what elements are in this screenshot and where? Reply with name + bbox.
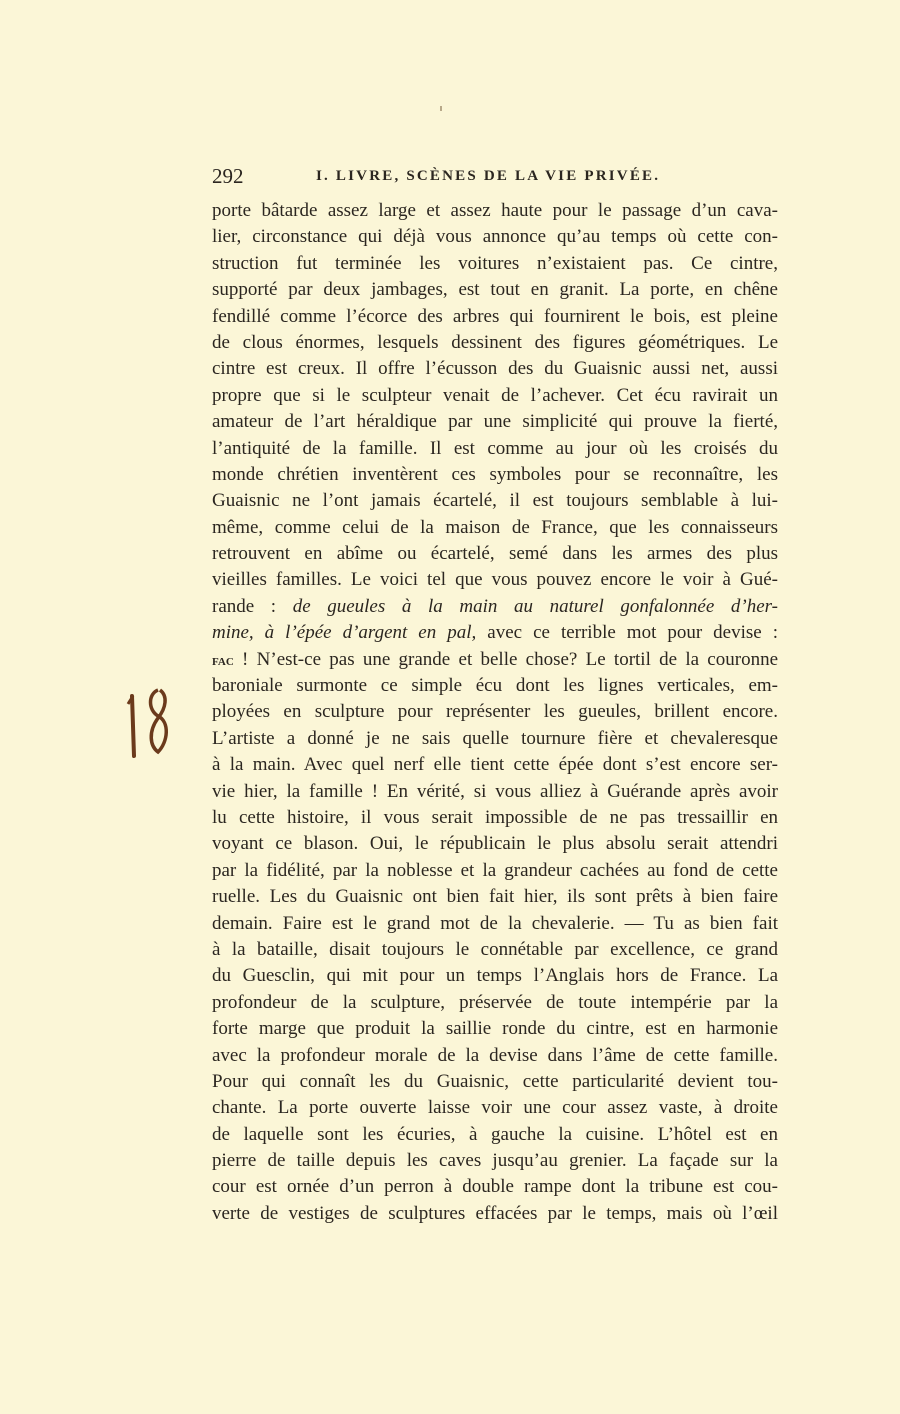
- text-line: [212, 409, 778, 435]
- text-segment: profondeur de la sculpture, préservée de toute intempérie par la: [212, 991, 778, 1013]
- text-line: [212, 1148, 778, 1174]
- text-line: [212, 383, 778, 409]
- text-segment: ! N’est-ce pas une grande et belle chose? Le tortil de la couronne: [233, 648, 778, 670]
- small-caps-text: fac: [212, 652, 234, 669]
- text-line: [212, 963, 778, 989]
- text-segment: lier, circonstance qui déjà vous annonce qu’au temps où cette con-: [212, 226, 778, 248]
- text-segment: lu cette histoire, il vous serait impossible de ne pas tressaillir en: [212, 806, 778, 828]
- text-segment: verte de vestiges de sculptures effacées par le temps, mais où l’œil: [212, 1202, 778, 1224]
- text-segment: cintre est creux. Il offre l’écusson des du Guaisnic aussi net, aussi: [212, 358, 778, 380]
- text-segment: ruelle. Les du Guaisnic ont bien fait hier, ils sont prêts à bien faire: [212, 886, 778, 908]
- handwritten-margin-note: [118, 676, 178, 771]
- text-segment: vie hier, la famille ! En vérité, si vous alliez à Guérande après avoir: [212, 780, 778, 802]
- text-segment: par la fidélité, par la noblesse et la grandeur cachées au fond de cette: [212, 859, 778, 881]
- text-line: [212, 488, 778, 514]
- text-line: [212, 277, 778, 303]
- text-segment: avec la profondeur morale de la devise dans l’âme de cette famille.: [212, 1044, 778, 1066]
- text-segment: baroniale surmonte ce simple écu dont les lignes verticales, em-: [212, 675, 778, 697]
- text-line: [212, 224, 778, 250]
- text-line: [212, 911, 778, 937]
- text-segment: à la bataille, disait toujours le connétable par excellence, ce grand: [212, 938, 778, 960]
- text-line: [212, 356, 778, 382]
- text-line: [212, 1069, 778, 1095]
- text-segment: du Guesclin, qui mit pour un temps l’Anglais hors de France. La: [212, 965, 778, 987]
- text-segment: Guaisnic ne l’ont jamais écartelé, il est toujours semblable à lui-: [212, 490, 778, 512]
- text-segment: de clous énormes, lesquels dessinent des figures géométriques. Le: [212, 331, 778, 353]
- text-line: [212, 805, 778, 831]
- text-segment: Pour qui connaît les du Guaisnic, cette particularité devient tou-: [212, 1070, 778, 1092]
- text-segment: supporté par deux jambages, est tout en granit. La porte, en chêne: [212, 279, 778, 301]
- text-segment: même, comme celui de la maison de France, que les connaisseurs: [212, 516, 778, 538]
- text-segment: pierre de taille depuis les caves jusqu’au grenier. La façade sur la: [212, 1150, 778, 1172]
- text-segment: chante. La porte ouverte laisse voir une cour assez vaste, à droite: [212, 1097, 778, 1119]
- text-line: [212, 699, 778, 725]
- text-line: [212, 1095, 778, 1121]
- italic-text: de gueules à la main au naturel gonfalonnée d’her-: [292, 595, 778, 617]
- text-line: [212, 673, 778, 699]
- text-segment: forte marge que produit la saillie ronde du cintre, est en harmonie: [212, 1018, 778, 1040]
- text-line: [212, 1016, 778, 1042]
- page-number: 292: [212, 164, 244, 188]
- text-segment: retrouvent en abîme ou écartelé, semé dans les armes des plus: [212, 543, 778, 565]
- text-segment: cour est ornée d’un perron à double rampe dont la tribune est cou-: [212, 1176, 778, 1198]
- text-segment: monde chrétien inventèrent ces symboles pour se reconnaître, les: [212, 463, 778, 485]
- text-line: [212, 304, 778, 330]
- text-line: [212, 1174, 778, 1200]
- text-line: [212, 1043, 778, 1069]
- text-segment: fendillé comme l’écorce des arbres qui fournirent le bois, est pleine: [212, 305, 778, 327]
- text-line: [212, 831, 778, 857]
- text-line: [212, 990, 778, 1016]
- text-line: [212, 647, 778, 673]
- text-line: [212, 752, 778, 778]
- text-segment: rande :: [212, 595, 293, 617]
- text-line: [212, 858, 778, 884]
- body-text: [212, 198, 778, 1227]
- text-segment: de laquelle sont les écuries, à gauche la cuisine. L’hôtel est en: [212, 1123, 778, 1145]
- text-segment: struction fut terminée les voitures n’existaient pas. Ce cintre,: [212, 252, 778, 274]
- running-title: I. LIVRE, SCÈNES DE LA VIE PRIVÉE.: [316, 168, 661, 184]
- text-line: [212, 198, 778, 224]
- text-line: [212, 436, 778, 462]
- text-line: [212, 515, 778, 541]
- text-segment: voyant ce blason. Oui, le républicain le plus absolu serait attendri: [212, 833, 778, 855]
- text-segment: vieilles familles. Le voici tel que vous pouvez encore le voir à Gué-: [212, 569, 778, 591]
- text-segment: propre que si le sculpteur venait de l’achever. Cet écu ravirait un: [212, 384, 778, 406]
- text-line: [212, 779, 778, 805]
- text-segment: avec ce terrible mot pour devise :: [476, 622, 778, 644]
- text-line: [212, 884, 778, 910]
- text-line: [212, 937, 778, 963]
- text-segment: demain. Faire est le grand mot de la chevalerie. — Tu as bien fait: [212, 912, 778, 934]
- text-line: [212, 330, 778, 356]
- text-segment: porte bâtarde assez large et assez haute pour le passage d’un cava-: [212, 200, 778, 221]
- running-header: [212, 164, 778, 190]
- text-segment: amateur de l’art héraldique par une simplicité qui prouve la fierté,: [212, 411, 778, 433]
- text-line: [212, 726, 778, 752]
- text-line: [212, 594, 778, 620]
- text-line: [212, 462, 778, 488]
- text-line: [212, 567, 778, 593]
- text-line: [212, 1122, 778, 1148]
- text-segment: ployées en sculpture pour représenter les gueules, brillent encore.: [212, 701, 778, 723]
- speck: [440, 106, 442, 111]
- text-line: [212, 620, 778, 646]
- text-segment: à la main. Avec quel nerf elle tient cette épée dont s’est encore ser-: [212, 754, 778, 776]
- text-segment: L’artiste a donné je ne sais quelle tournure fière et chevaleresque: [212, 727, 778, 749]
- text-line: [212, 1201, 778, 1227]
- text-line: [212, 541, 778, 567]
- text-line: [212, 251, 778, 277]
- italic-text: mine, à l’épée d’argent en pal,: [212, 622, 477, 644]
- text-segment: l’antiquité de la famille. Il est comme au jour où les croisés du: [212, 437, 778, 459]
